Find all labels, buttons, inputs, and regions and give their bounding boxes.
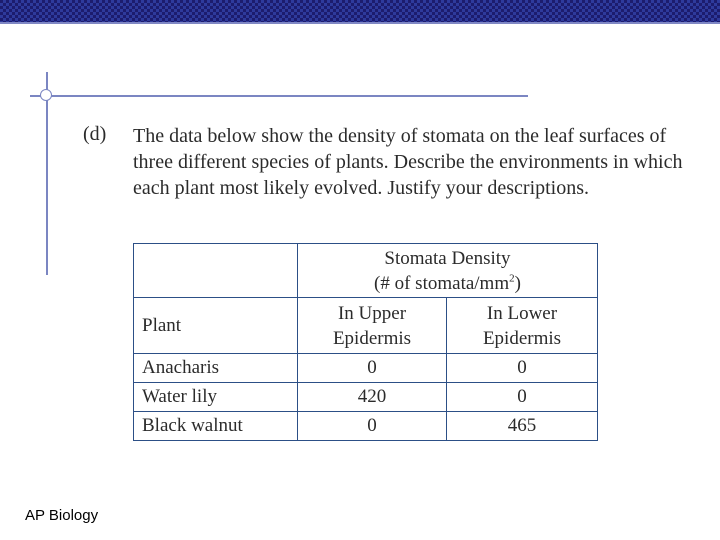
lower-value-cell: 465 xyxy=(447,412,598,441)
lower-value-cell: 0 xyxy=(447,383,598,412)
upper-epidermis-header: In Upper Epidermis xyxy=(298,298,447,354)
density-header-line2-prefix: (# of stomata/mm xyxy=(374,272,510,294)
header-underline xyxy=(0,22,720,24)
upper-value-cell: 0 xyxy=(298,412,447,441)
table-row xyxy=(134,412,598,441)
plant-name-cell: Anacharis xyxy=(134,354,298,383)
upper-value-cell: 0 xyxy=(298,354,447,383)
upper-value-cell: 420 xyxy=(298,383,447,412)
question-text: The data below show the density of stomata on the leaf surfaces of three different species of plants. Describe the environments in which each plant most likely evolved. Justify your descriptions. xyxy=(133,125,683,199)
horizontal-rule xyxy=(30,95,528,97)
stomata-density-table xyxy=(133,243,598,441)
question-label: (d) xyxy=(83,123,107,145)
plant-name-cell: Black walnut xyxy=(134,412,298,441)
crosshair-icon xyxy=(40,89,52,101)
lower-epidermis-header: In Lower Epidermis xyxy=(447,298,598,354)
table-row xyxy=(134,354,598,383)
header-pattern-band xyxy=(0,0,720,22)
plant-column-header: Plant xyxy=(134,298,298,354)
footer-course-label: AP Biology xyxy=(25,507,99,524)
stomata-density-header xyxy=(298,244,598,298)
density-header-line1: Stomata Density xyxy=(384,247,511,269)
plant-name-cell: Water lily xyxy=(134,383,298,412)
lower-value-cell: 0 xyxy=(447,354,598,383)
table-header-row-2 xyxy=(134,298,598,354)
table-header-row-1 xyxy=(134,244,598,298)
density-header-line2-suffix: ) xyxy=(514,272,521,294)
table-corner-cell xyxy=(134,244,298,298)
density-header-exponent: 2 xyxy=(509,272,515,285)
vertical-rule xyxy=(46,72,48,275)
table-row xyxy=(134,383,598,412)
